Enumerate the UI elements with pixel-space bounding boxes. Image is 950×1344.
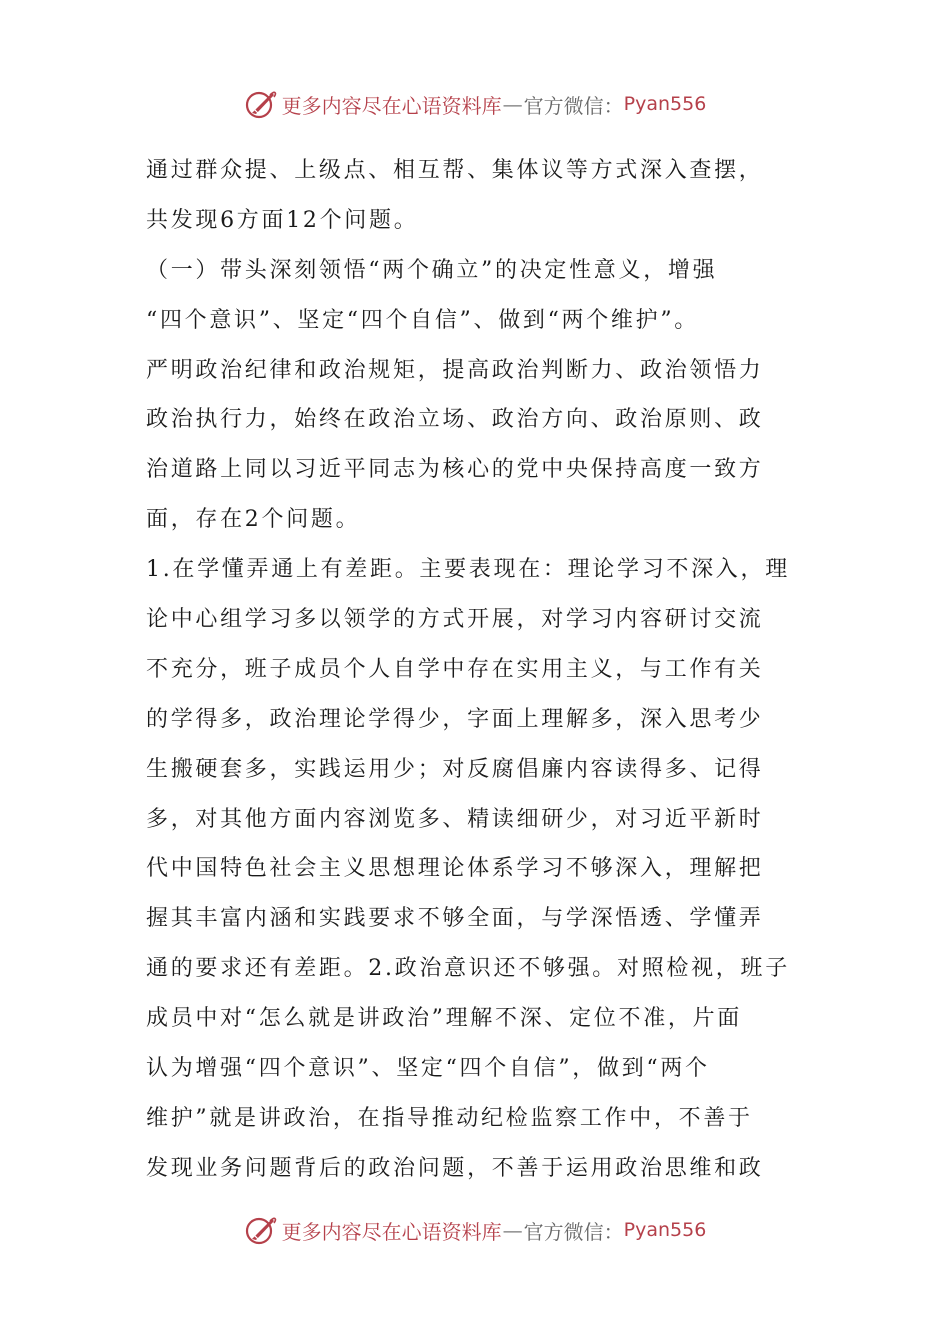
quill-pen-logo-icon (244, 1213, 278, 1247)
section-heading-line: （一）带头深刻领悟“两个确立”的决定性意义，增强 (146, 257, 718, 283)
banner-label: 官方微信： (523, 93, 624, 118)
body-line: 不充分，班子成员个人自学中存在实用主义，与工作有关 (146, 656, 764, 682)
body-line: 通过群众提、上级点、相互帮、集体议等方式深入查摆， (146, 158, 764, 183)
banner-account: Pyan556 (623, 93, 707, 115)
body-line: 认为增强“四个意识”、坚定“四个自信”，做到“两个 (146, 1056, 710, 1082)
body-line: 发现业务问题背后的政治问题，不善于运用政治思维和政 (146, 1155, 764, 1181)
body-line: 成员中对“怎么就是讲政治”理解不深、定位不准，片面 (146, 1006, 742, 1032)
body-line: 通的要求还有差距。2.政治意识还不够强。对照检视，班子 (146, 956, 790, 982)
body-line: 多，对其他方面内容浏览多、精读细研少，对习近平新时 (146, 806, 764, 832)
quill-pen-logo-icon (244, 87, 278, 121)
banner-dash: — (502, 92, 523, 116)
body-line: 维护”就是讲政治，在指导推动纪检监察工作中，不善于 (146, 1105, 753, 1131)
banner-main-text: 更多内容尽在心语资料库 (281, 93, 502, 118)
banner-dash: — (502, 1218, 523, 1242)
footer-banner (0, 1210, 950, 1250)
banner-account: Pyan556 (623, 1219, 707, 1241)
banner-label: 官方微信： (523, 1219, 624, 1244)
banner-main-text: 更多内容尽在心语资料库 (281, 1219, 502, 1244)
body-line: 治道路上同以习近平同志为核心的党中央保持高度一致方 (146, 457, 764, 483)
body-line: 的学得多，政治理论学得少，字面上理解多，深入思考少 (146, 706, 764, 732)
body-line: 1.在学懂弄通上有差距。主要表现在：理论学习不深入，理 (146, 557, 790, 583)
body-line: 握其丰富内涵和实践要求不够全面，与学深悟透、学懂弄 (146, 906, 764, 932)
body-line: 政治执行力，始终在政治立场、政治方向、政治原则、政 (146, 407, 764, 433)
section-heading-line: “四个意识”、坚定“四个自信”、做到“两个维护”。 (146, 307, 699, 333)
header-banner (0, 84, 950, 124)
body-line: 生搬硬套多，实践运用少；对反腐倡廉内容读得多、记得 (146, 756, 764, 782)
document-body (146, 146, 806, 1194)
body-line: 严明政治纪律和政治规矩，提高政治判断力、政治领悟力 (146, 357, 764, 383)
body-line: 面，存在2个问题。 (146, 507, 361, 533)
body-line: 代中国特色社会主义思想理论体系学习不够深入，理解把 (146, 856, 764, 882)
body-line: 共发现6方面12个问题。 (146, 207, 419, 233)
body-line: 论中心组学习多以领学的方式开展，对学习内容研讨交流 (146, 607, 764, 633)
